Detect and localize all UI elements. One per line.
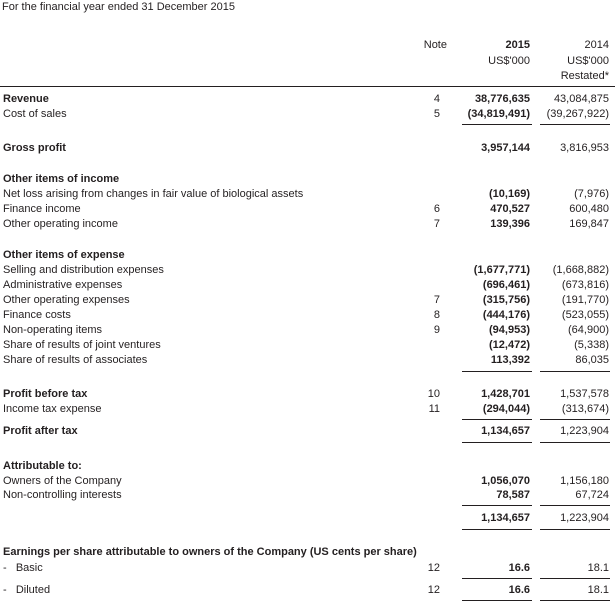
rule-2014-attr-top [540, 505, 610, 506]
value-2014-nci: 67,724 [575, 489, 609, 501]
row-label-cost-of-sales: Cost of sales [3, 108, 67, 120]
note-tax: 11 [428, 403, 440, 415]
value-2014-basic: 18.1 [587, 562, 609, 574]
value-2014-pat: 1,223,904 [560, 425, 609, 437]
note-finance-income: 6 [433, 203, 440, 215]
row-label-selling: Selling and distribution expenses [3, 264, 164, 276]
row-label-finance-income: Finance income [3, 203, 81, 215]
row-label-pbt: Profit before tax [3, 388, 88, 400]
value-2014-attr-total: 1,223,904 [560, 512, 609, 524]
value-2015-finance-costs: (444,176) [482, 309, 530, 321]
row-label-other-op-exp: Other operating expenses [3, 294, 130, 306]
value-2015-revenue: 38,776,635 [474, 93, 530, 105]
value-2015-pbt: 1,428,701 [481, 388, 530, 400]
header-2015: 2015 [505, 39, 530, 51]
row-label-other-op-income: Other operating income [3, 218, 118, 230]
value-2014-jv: (5,338) [574, 339, 609, 351]
row-label-gross-profit: Gross profit [3, 142, 66, 154]
value-2014-finance-income: 600,480 [569, 203, 609, 215]
value-2015-nci: 78,587 [496, 489, 530, 501]
rule-2015-eps [462, 578, 532, 579]
value-2014-finance-costs: (523,055) [561, 309, 609, 321]
header-2015-unit: US$'000 [488, 55, 530, 67]
value-2015-finance-income: 470,527 [490, 203, 530, 215]
value-2015-selling: (1,677,771) [473, 264, 530, 276]
value-2015-admin: (696,461) [482, 279, 530, 291]
value-2014-cost-of-sales: (39,267,922) [546, 108, 609, 120]
value-2015-attr-total: 1,134,657 [481, 512, 530, 524]
value-2014-bio-assets: (7,976) [574, 188, 609, 200]
value-2014-selling: (1,668,882) [552, 264, 609, 276]
value-2015-gross-profit: 3,957,144 [481, 142, 530, 154]
rule-2014-gross [540, 124, 610, 125]
note-other-op-income: 7 [433, 218, 440, 230]
value-2015-basic: 16.6 [508, 562, 530, 574]
note-revenue: 4 [433, 93, 440, 105]
row-label-pat: Profit after tax [3, 425, 78, 437]
rule-2015-diluted [462, 600, 532, 601]
row-label-nci: Non-controlling interests [3, 489, 122, 501]
section-heading-eps: Earnings per share attributable to owners of the Company (US cents per share) [3, 546, 417, 558]
value-2015-cost-of-sales: (34,819,491) [467, 108, 530, 120]
section-heading-attributable: Attributable to: [3, 460, 82, 472]
note-finance-costs: 8 [433, 309, 440, 321]
rule-2015-attr-top [462, 505, 532, 506]
value-2015-other-op-income: 139,396 [490, 218, 530, 230]
value-2014-admin: (673,816) [561, 279, 609, 291]
row-label-diluted: - Diluted [3, 584, 51, 596]
row-label-basic: - Basic [3, 562, 43, 574]
row-label-revenue: Revenue [3, 93, 49, 105]
note-non-op: 9 [433, 324, 440, 336]
statement-period: For the financial year ended 31 December 2015 [2, 1, 235, 13]
rule-2015-attr-bottom [462, 529, 532, 530]
note-pbt: 10 [427, 388, 440, 400]
note-other-op-exp: 7 [433, 294, 440, 306]
row-label-assoc: Share of results of associates [3, 354, 148, 366]
rule-2015-gross [462, 124, 532, 125]
value-2014-pbt: 1,537,578 [560, 388, 609, 400]
value-2015-jv: (12,472) [489, 339, 530, 351]
value-2015-tax: (294,044) [482, 403, 530, 415]
value-2015-pat: 1,134,657 [481, 425, 530, 437]
rule-2014-pat-top [540, 419, 610, 420]
note-basic: 12 [427, 562, 440, 574]
value-2015-bio-assets: (10,169) [489, 188, 530, 200]
value-2014-other-op-exp: (191,770) [561, 294, 609, 306]
header-rule [0, 86, 615, 87]
value-2014-gross-profit: 3,816,953 [560, 142, 609, 154]
value-2015-assoc: 113,392 [490, 354, 530, 366]
rule-2014-attr-bottom [540, 529, 610, 530]
header-2014-restated: Restated* [560, 70, 609, 82]
rule-2014-pat-bottom [540, 442, 610, 443]
row-label-tax: Income tax expense [3, 403, 102, 415]
value-2015-other-op-exp: (315,756) [482, 294, 530, 306]
value-2014-diluted: 18.1 [587, 584, 609, 596]
row-label-owners: Owners of the Company [3, 475, 122, 487]
note-diluted: 12 [427, 584, 440, 596]
value-2014-other-op-income: 169,847 [569, 218, 609, 230]
section-heading-other-expense: Other items of expense [3, 249, 125, 261]
rule-2015-pat-bottom [462, 442, 532, 443]
value-2014-non-op: (64,900) [568, 324, 609, 336]
row-label-jv: Share of results of joint ventures [3, 339, 161, 351]
row-label-bio-assets: Net loss arising from changes in fair value of biological assets [3, 188, 304, 200]
rule-2014-diluted [540, 600, 610, 601]
header-2014: 2014 [584, 39, 609, 51]
value-2015-non-op: (94,953) [489, 324, 530, 336]
value-2014-assoc: 86,035 [575, 354, 609, 366]
value-2014-revenue: 43,084,875 [553, 93, 609, 105]
rule-2015-pbt [462, 371, 532, 372]
rule-2015-pat-top [462, 419, 532, 420]
row-label-finance-costs: Finance costs [3, 309, 71, 321]
value-2015-owners: 1,056,070 [481, 475, 530, 487]
row-label-non-op: Non-operating items [3, 324, 103, 336]
value-2015-diluted: 16.6 [508, 584, 530, 596]
header-note: Note [423, 39, 447, 51]
value-2014-tax: (313,674) [561, 403, 609, 415]
note-cost-of-sales: 5 [433, 108, 440, 120]
value-2014-owners: 1,156,180 [560, 475, 609, 487]
row-label-admin: Administrative expenses [3, 279, 123, 291]
rule-2014-eps [540, 578, 610, 579]
section-heading-other-income: Other items of income [3, 173, 120, 185]
header-2014-unit: US$'000 [567, 55, 609, 67]
rule-2014-pbt [540, 371, 610, 372]
